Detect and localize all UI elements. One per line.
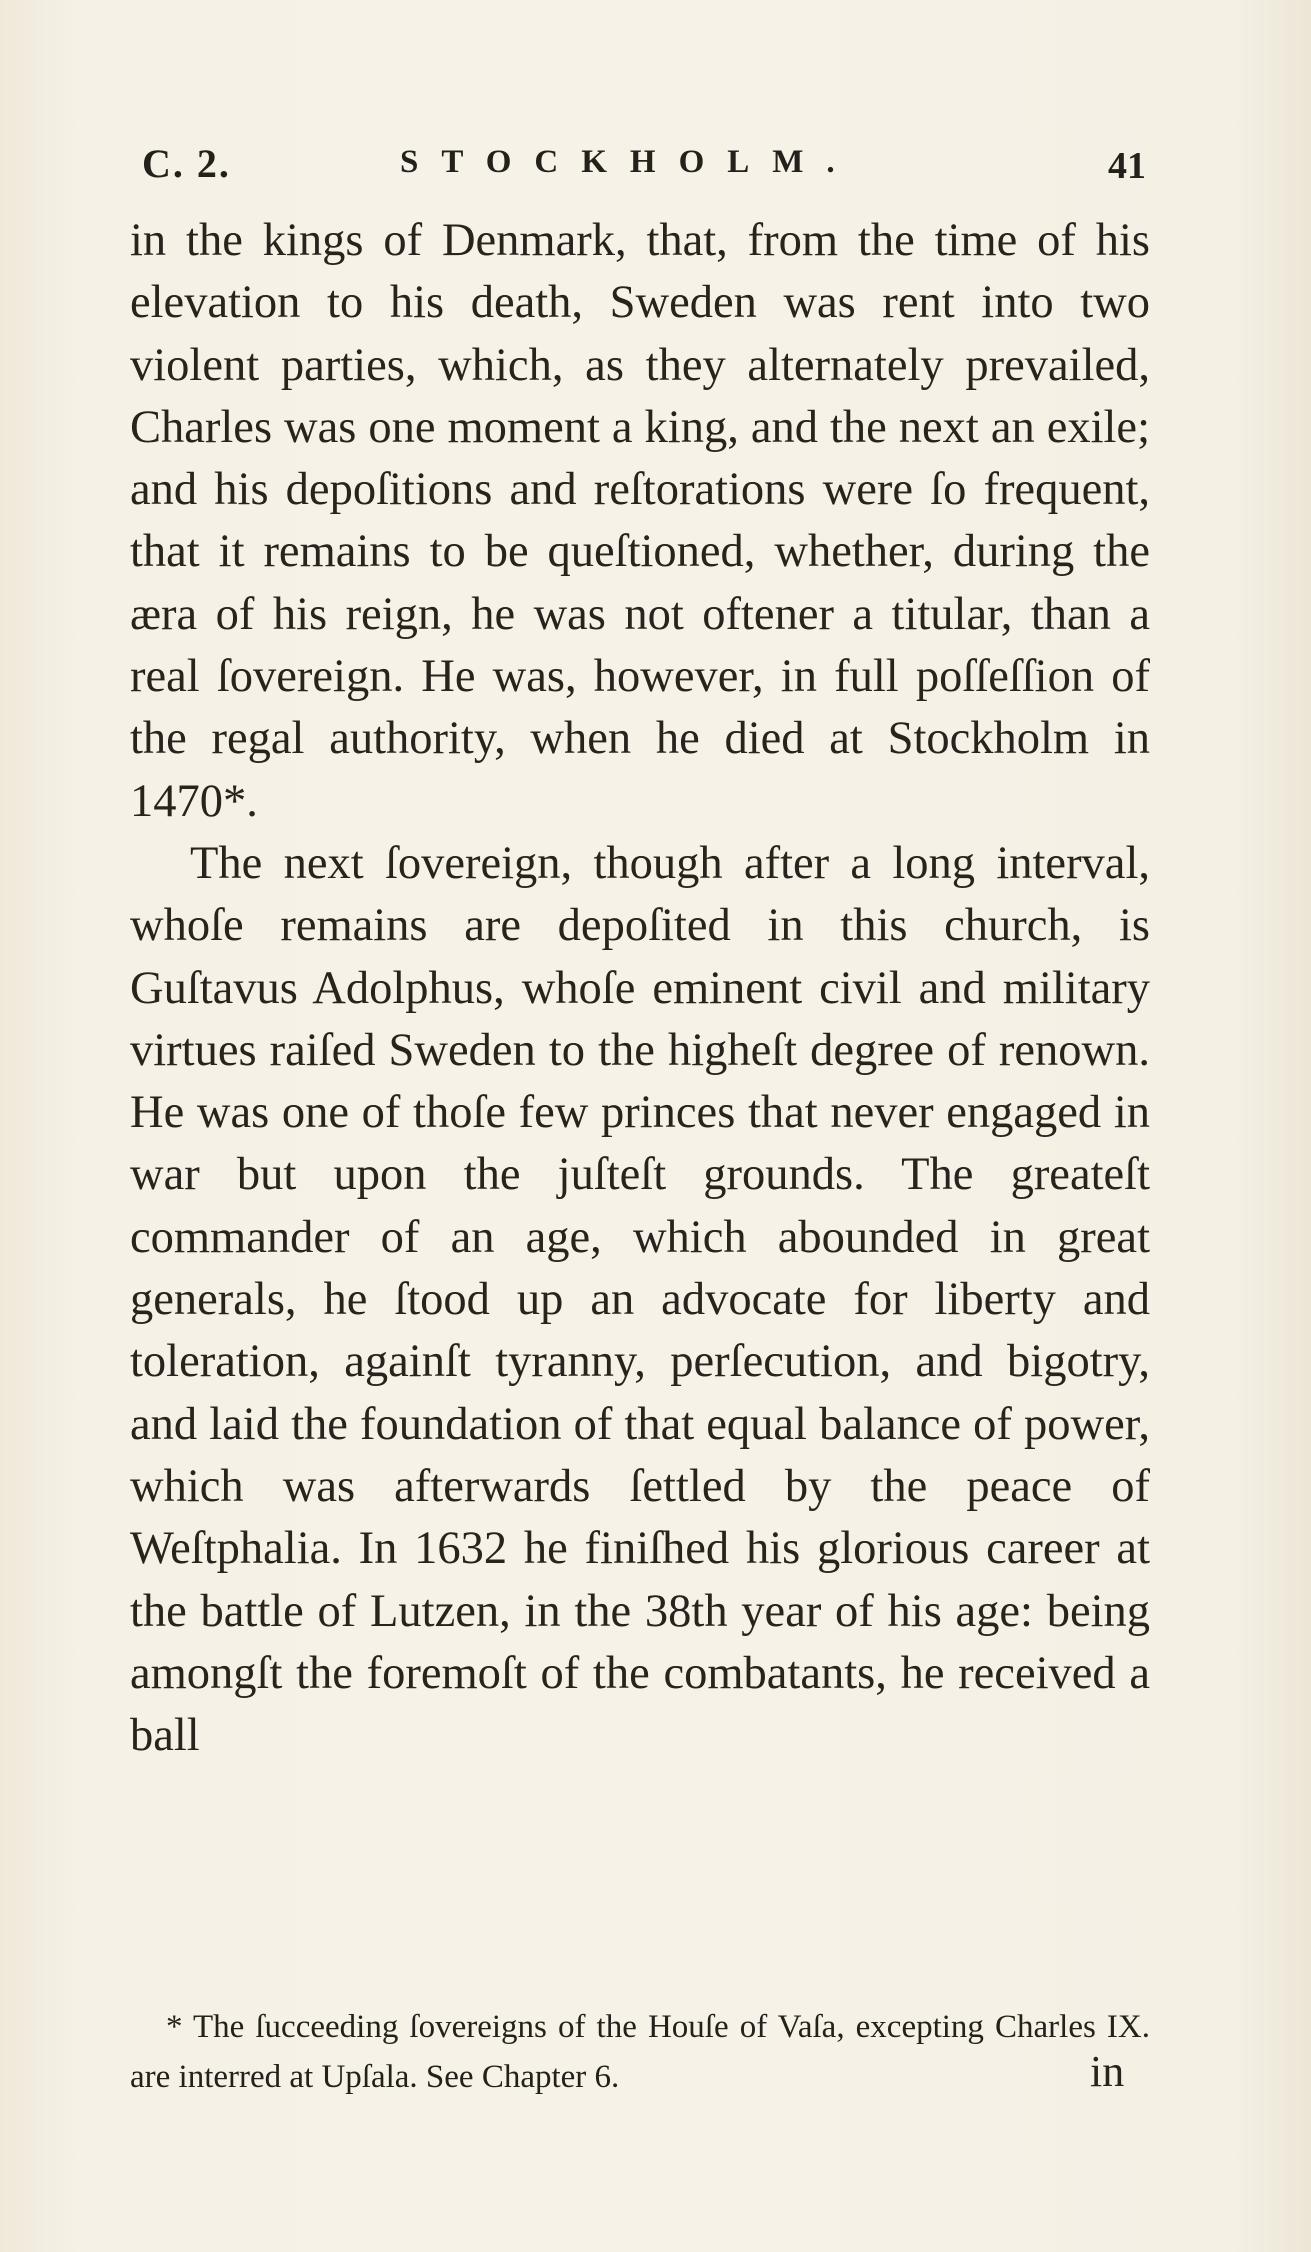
footnote-text: * The ſucceeding ſovereigns of the Houſe of Vaſa, excepting Charles IX. are interred at Upſala. See Chapter 6. <box>130 2009 1150 2095</box>
paragraph-1: in the kings of Denmark, that, from the time of his elevation to his death, Sweden was rent into two violent parties, which, as they alternately prevailed, Charles was one moment a king, and the next an exile; and his depoſitions and reſtorations were ſo frequent, that it remains to be queſtioned, whether, during the æra of his reign, he was not oftener a titular, than a real ſovereign. He was, however, in full poſſeſſion of the regal authority, when he died at Stockholm in 1470*. <box>130 215 1150 827</box>
catchword: in <box>1090 2047 1125 2096</box>
chapter-marker: C. 2. <box>142 141 231 186</box>
catchword-container <box>1090 2046 1124 2097</box>
footnote <box>130 2002 1150 2102</box>
page-header-title: STOCKHOLM. <box>400 144 858 180</box>
paragraph-2: The next ſovereign, though after a long interval, whoſe remains are depoſited in this church, is Guſtavus Adolphus, whoſe eminent civil and military virtues raiſed Sweden to the higheſt degree of renown. He was one of thoſe few princes that never engaged in war but upon the juſteſt grounds. The greateſt commander of an age, which abounded in great generals, he ſtood up an advocate for liberty and toleration, againſt tyranny, perſecution, and bigotry, and laid the foundation of that equal balance of power, which was afterwards ſettled by the peace of Weſtphalia. In 1632 he finiſhed his glorious career at the battle of Lutzen, in the 38th year of his age: being amongſt the foremoſt of the combatants, he received a ball <box>130 837 1150 1762</box>
running-head <box>138 140 1148 190</box>
page-number: 41 <box>1108 145 1146 187</box>
body-text <box>130 210 1150 1767</box>
